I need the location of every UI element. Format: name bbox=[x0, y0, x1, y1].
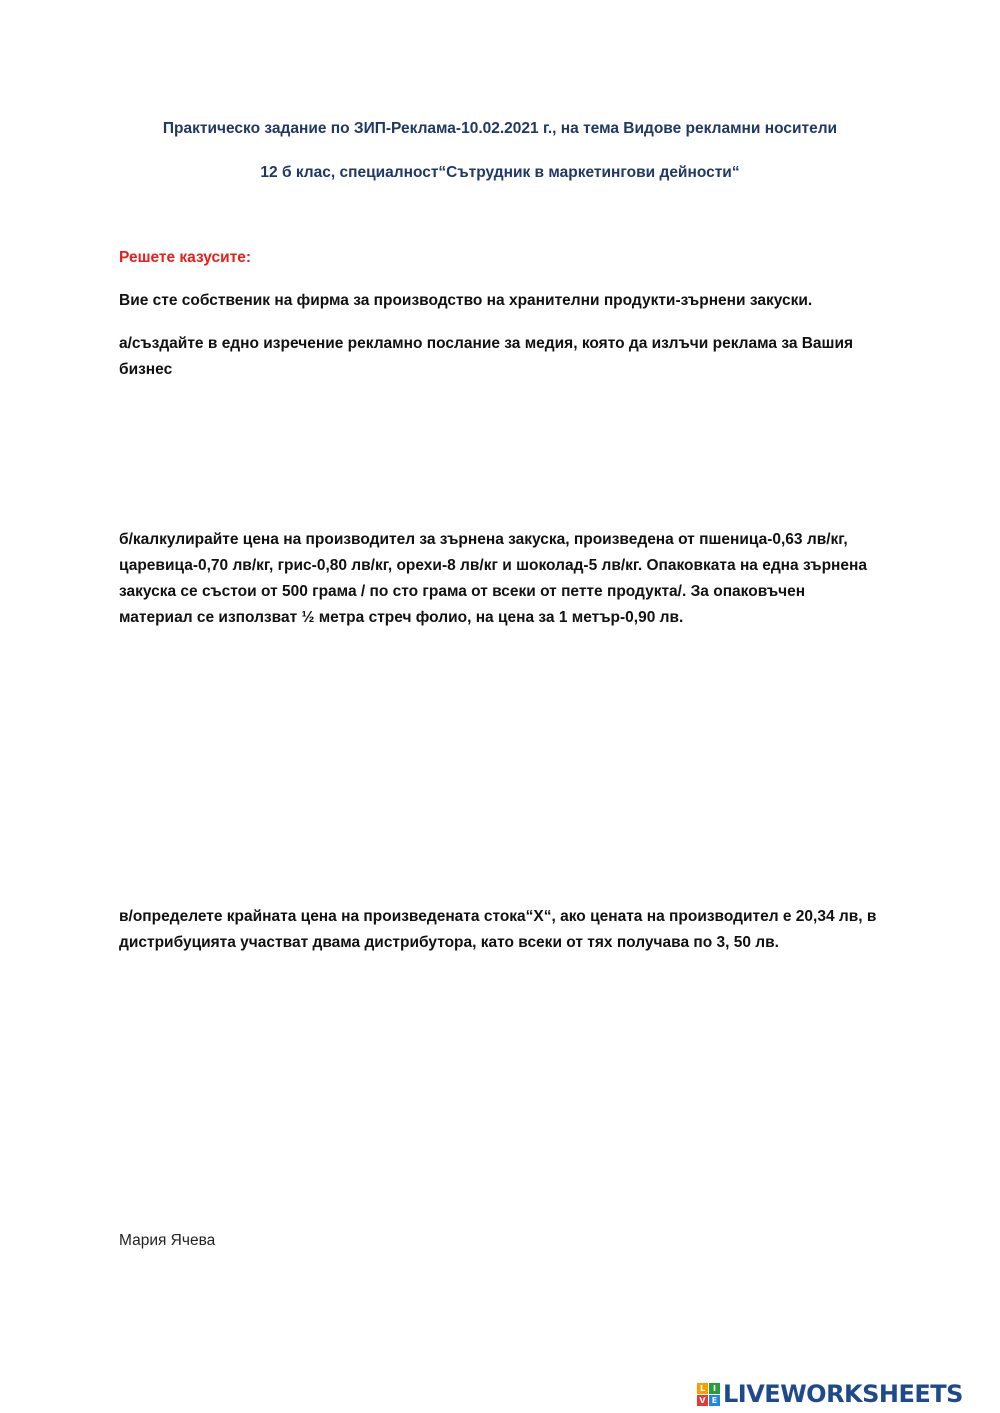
instruction-heading: Решете казусите: bbox=[119, 249, 252, 266]
liveworksheets-logo-icon bbox=[697, 1383, 720, 1406]
worksheet-title: Практическо задание по ЗИП-Реклама-10.02.2021 г., на тема Видове рекламни носители bbox=[162, 120, 838, 137]
author-name: Мария Ячева bbox=[119, 1232, 216, 1249]
logo-letter: I bbox=[709, 1383, 720, 1394]
logo-letter: E bbox=[709, 1395, 720, 1406]
task-a: а/създайте в едно изречение рекламно послание за медия, която да излъчи реклама за Вашия бизнес bbox=[119, 335, 854, 378]
logo-letter: V bbox=[697, 1395, 708, 1406]
task-b: б/калкулирайте цена на производител за зърнена закуска, произведена от пшеница-0,63 лв/кг, царевица-0,70 лв/кг, грис-0,80 лв/кг, орехи-8 лв/кг и шоколад-5 лв/кг. Опаковката на една зърнена закуска се състои от 500 грама / по сто грама от всеки от петте продукта/. За опаковъчен материал се използват ½ метра стреч фолио, на цена за 1 метър-0,90 лв. bbox=[119, 531, 868, 626]
task-c: в/определете крайната цена на произведената стока“Х“, ако цената на производител е 20,34 лв, в дистрибуцията участват двама дистрибутора, като всеки от тях получава по 3, 50 лв. bbox=[119, 908, 877, 951]
logo-letter: L bbox=[697, 1383, 708, 1394]
liveworksheets-brand[interactable] bbox=[697, 1378, 963, 1410]
brand-name: LIVEWORKSHEETS bbox=[723, 1380, 963, 1408]
intro-paragraph: Вие сте собственик на фирма за производство на хранителни продукти-зърнени закуски. bbox=[119, 292, 813, 309]
worksheet-subtitle: 12 б клас, специалност“Сътрудник в маркетингови дейности“ bbox=[260, 164, 740, 181]
